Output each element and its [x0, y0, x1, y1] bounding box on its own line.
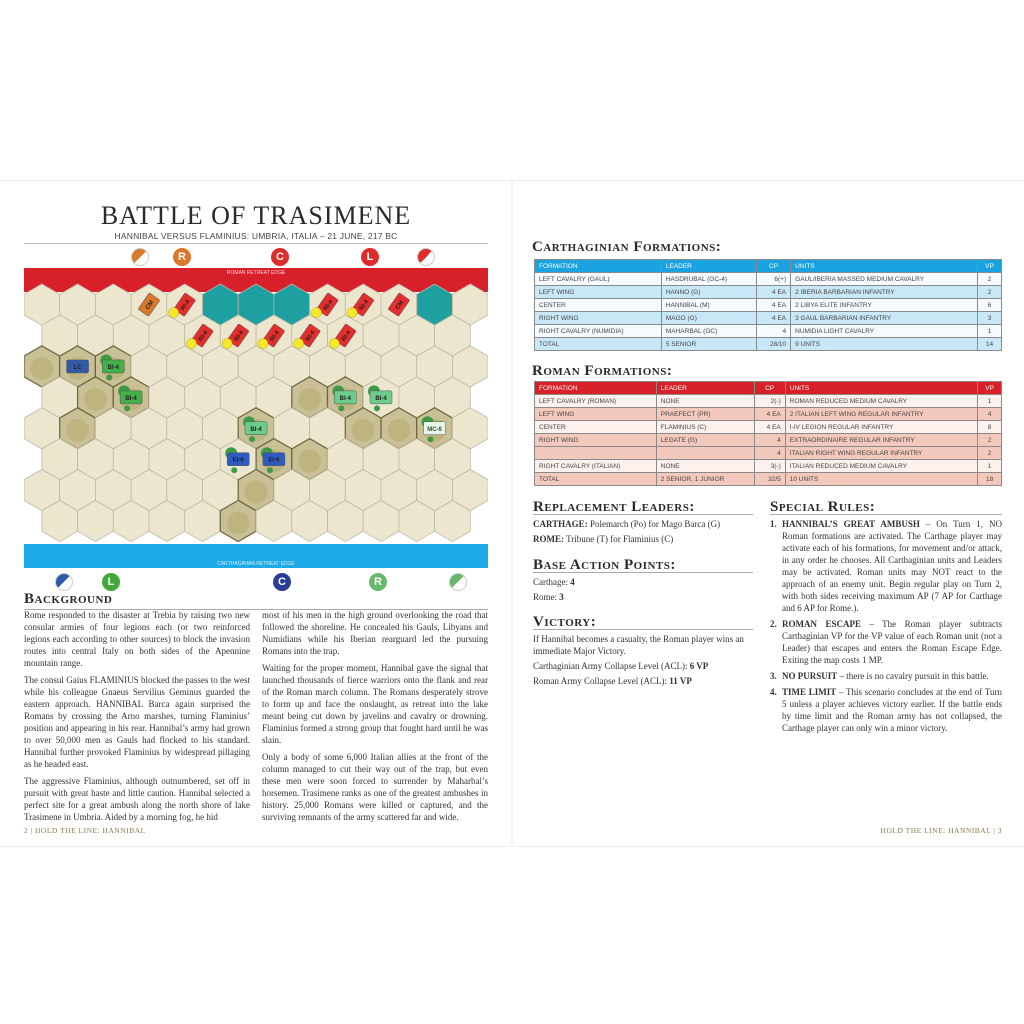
half-green-white-icon — [449, 573, 467, 591]
carthaginian-acl-value: 6 VP — [689, 661, 709, 671]
rule-number: 3. — [770, 671, 777, 681]
rome-ap-value: 3 — [559, 592, 564, 602]
counter-label: CM — [394, 299, 406, 312]
table-cell: 4 EA — [754, 421, 785, 434]
table-row — [535, 299, 1002, 312]
rule-title: TIME LIMIT — [782, 687, 837, 697]
left-page — [0, 181, 512, 846]
rule-title: NO PURSUIT — [782, 671, 838, 681]
table-cell: 28/10 — [756, 338, 790, 351]
special-rules-list — [770, 518, 1002, 734]
table-cell: 6 — [978, 299, 1002, 312]
victory-text: If Hannibal becomes a casualty, the Roman player wins an immediate Major Victory. — [533, 634, 744, 656]
base-action-points-section — [533, 559, 753, 606]
column-header: UNITS — [785, 382, 977, 395]
woods-icon — [106, 374, 112, 380]
woods-icon — [231, 467, 237, 473]
counter-label: BI-4 — [375, 395, 387, 402]
woods-icon — [338, 405, 344, 411]
table-cell: 14 — [978, 338, 1002, 351]
rule-number: 2. — [770, 619, 777, 629]
paragraph: Waiting for the proper moment, Hannibal gave the signal that launched thousands of fierce warriors onto the flank and rear of the Roman march column. The Romans desperately strove to form up and face the onslaught, as retreat into the lake meant being cut down by javelins and cavalry or drowning. Flaminius formed a strong group that fought hard until he was slain. — [262, 663, 488, 745]
carthage-replacement: Polemarch (Po) for Mago Barca (G) — [587, 519, 721, 529]
title-divider — [24, 243, 488, 244]
table-cell: PRAEFECT (PR) — [656, 408, 754, 421]
carthage-label: CARTHAGE: — [533, 519, 588, 529]
blue-c-icon: C — [273, 573, 291, 591]
victory-section — [533, 616, 753, 690]
page-gutter — [511, 180, 513, 845]
column-header: VP — [978, 382, 1002, 395]
table-cell: 3 GAUL BARBARIAN INFANTRY — [791, 312, 978, 325]
table-cell: ROMAN REDUCED MEDIUM CAVALRY — [785, 395, 977, 408]
table-cell: NONE — [656, 395, 754, 408]
rule-text: – On Turn 1, NO Roman formations are activated. The Carthage player may activate each of his formations, for movement and/or attack, in any order he chooses. All Carthaginian units and Leaders may be activated. Roman units may NOT react to the approach of an enemy unit. Begin regular play on Turn 2, with both sides receiving maximum AP (7 AP for Carthage and 6 AP for Rome.). — [782, 519, 1002, 613]
table-cell: 2 — [978, 434, 1002, 447]
table-row — [535, 312, 1002, 325]
half-red-white-icon — [417, 248, 435, 266]
column-header: FORMATION — [535, 260, 662, 273]
table-row — [535, 273, 1002, 286]
table-cell: 2 — [978, 286, 1002, 299]
table-cell: 8 — [978, 421, 1002, 434]
table-row — [535, 473, 1002, 486]
counter-label: RI-4 — [198, 330, 210, 343]
hill-shading — [66, 419, 89, 442]
special-rules-heading: Special Rules: — [770, 501, 1002, 515]
counter-label: RI-4 — [233, 330, 246, 343]
table-cell: LEGATE (G) — [656, 434, 754, 447]
hill-shading — [227, 512, 250, 535]
table-cell: 2 SENIOR, 1 JUNIOR — [656, 473, 754, 486]
victory-heading: Victory: — [533, 616, 753, 630]
scenario-title: BATTLE OF TRASIMENE — [100, 201, 412, 230]
counter-label: BI-4 — [125, 395, 137, 402]
table-cell: 4 — [978, 408, 1002, 421]
green-l-icon: L — [102, 573, 120, 591]
rule-text: – This scenario concludes at the end of Turn 5 unless a player achieves victory earlier. If the battle ends by time limit and the Roman army has not collapsed, the Carthage player can only win a minor victory. — [782, 687, 1002, 733]
table-cell: 4 EA — [756, 312, 790, 325]
paragraph: Only a body of some 6,000 Italian allies at the front of the column managed to cut their way out of the trap, but even these men were soon forced to surrender by Maharbal’s horsemen. Trasimene ranks as one of the greatest ambushes in history. 25,000 Romans were killed or captured, and the surviving remnants of the army scattered far and wide. — [262, 752, 488, 822]
table-cell: 4 EA — [754, 408, 785, 421]
table-cell: 2 LIBYA ELITE INFANTRY — [791, 299, 978, 312]
roman-formations-heading: Roman Formations: — [532, 363, 673, 379]
table-cell: NONE — [656, 460, 754, 473]
carthaginian-formations-heading: Carthaginian Formations: — [532, 239, 722, 255]
hill-shading — [245, 481, 268, 504]
table-cell: RIGHT CAVALRY (ITALIAN) — [535, 460, 657, 473]
carthaginian-formations-table — [534, 259, 1002, 351]
table-cell: 3 — [978, 312, 1002, 325]
counter-label: RI-4 — [305, 330, 317, 343]
hill-shading — [298, 450, 321, 473]
table-cell: 1 — [978, 325, 1002, 338]
right-page — [512, 181, 1024, 846]
page-folio-left: 2 | HOLD THE LINE: HANNIBAL — [24, 826, 146, 835]
half-orange-white-icon — [131, 248, 149, 266]
leader-marker-icon — [187, 339, 197, 349]
rule-title: ROMAN ESCAPE — [782, 619, 861, 629]
counter-label: EI-6 — [232, 457, 244, 464]
rule-number: 1. — [770, 519, 777, 529]
table-cell: 2 — [978, 447, 1002, 460]
leader-marker-icon — [329, 339, 339, 349]
leader-marker-icon — [294, 339, 304, 349]
orange-r-icon: R — [173, 248, 191, 266]
half-yellow-blue-icon — [55, 573, 73, 591]
counter-label: CM — [145, 299, 156, 312]
column-header: CP — [756, 260, 790, 273]
hill-shading — [352, 419, 375, 442]
table-cell: FLAMINIUS (C) — [656, 421, 754, 434]
background-column-2 — [262, 609, 488, 828]
column-header: VP — [978, 260, 1002, 273]
table-cell: HANNO (G) — [661, 286, 756, 299]
paragraph: The aggressive Flaminius, although outnumbered, set off in pursuit with great haste and little caution. Hannibal selected a perfect site for a great ambush along the north shore of lake Trasimene in Umbria. Aided by a morning fog, he hid — [24, 776, 250, 822]
table-cell: CENTER — [535, 299, 662, 312]
hill-shading — [388, 419, 411, 442]
table-row — [535, 325, 1002, 338]
table-row — [535, 460, 1002, 473]
roman-retreat-edge-label: ROMAN RETREAT EDGE — [226, 270, 286, 276]
rome-replacement: Tribune (T) for Flaminius (C) — [564, 534, 674, 544]
roman-acl-value: 11 VP — [669, 676, 692, 686]
counter-label: RI-4 — [358, 299, 371, 312]
table-cell: I-IV LEGION REGULAR INFANTRY — [785, 421, 977, 434]
table-cell: ITALIAN REDUCED MEDIUM CAVALRY — [785, 460, 977, 473]
table-cell: LEFT WING — [535, 286, 662, 299]
carthage-ap-value: 4 — [570, 577, 575, 587]
column-header: LEADER — [656, 382, 754, 395]
rome-ap-label: Rome: — [533, 592, 560, 602]
counter-label: LC — [73, 364, 82, 371]
column-header: FORMATION — [535, 382, 657, 395]
lightgreen-r-icon: R — [369, 573, 387, 591]
leader-marker-icon — [258, 339, 268, 349]
carthaginian-retreat-edge-label: CARTHAGINIAN RETREAT EDGE — [217, 561, 295, 567]
table-cell: 18 — [978, 473, 1002, 486]
special-rule-item — [770, 618, 1002, 666]
table-cell: 32/5 — [754, 473, 785, 486]
table-cell: 10 UNITS — [785, 473, 977, 486]
table-cell: GAUL/IBERIA MASSED MEDIUM CAVALRY — [791, 273, 978, 286]
table-cell: HASDRUBAL (GC-4) — [661, 273, 756, 286]
table-cell: 2 — [978, 273, 1002, 286]
table-cell: TOTAL — [535, 473, 657, 486]
table-cell: MAHARBAL (GC) — [661, 325, 756, 338]
table-cell: RIGHT WING — [535, 312, 662, 325]
special-rule-item — [770, 518, 1002, 614]
table-row — [535, 434, 1002, 447]
roman-acl-label: Roman Army Collapse Level (ACL): — [533, 676, 670, 686]
table-cell: 2(-) — [754, 395, 785, 408]
counter-label: RI-4 — [180, 299, 192, 312]
counter-label: EI-6 — [268, 457, 280, 464]
carthaginian-unit-counter[interactable] — [67, 360, 89, 373]
table-cell: 2 IBERIA BARBARIAN INFANTRY — [791, 286, 978, 299]
column-header: CP — [754, 382, 785, 395]
red-l-icon: L — [361, 248, 379, 266]
table-row — [535, 286, 1002, 299]
rule-title: HANNIBAL’S GREAT AMBUSH — [782, 519, 920, 529]
table-cell: 5 SENIOR — [661, 338, 756, 351]
rome-label: ROME: — [533, 534, 564, 544]
column-header: LEADER — [661, 260, 756, 273]
table-row — [535, 447, 1002, 460]
table-row — [535, 408, 1002, 421]
woods-icon — [428, 436, 434, 442]
hill-shading — [298, 388, 321, 411]
table-cell: LEFT WING — [535, 408, 657, 421]
paragraph: The consul Gaius FLAMINIUS blocked the passes to the west while his colleague Gnaeus Servilius Geminus guarded the eastern approach. HANNIBAL Barca again surprised the Romans by crossing the Arno marshes, turning Flaminius’ position and appearing in his rear. Hannibal’s army had grown to over 50,000 men as Gauls had flocked to his standard. Hannibal further provoked Flaminius by widespread pillaging as he headed east. — [24, 675, 250, 769]
woods-icon — [374, 405, 380, 411]
paragraph: most of his men in the high ground overlooking the road that followed the shoreline. He concealed his Gauls, Libyans and Numidians while his Iberian rearguard led the pursuing Romans into the trap. — [262, 610, 488, 656]
special-rules-section — [770, 501, 1002, 738]
table-cell: 1 — [978, 395, 1002, 408]
table-cell: 6(+) — [756, 273, 790, 286]
table-row — [535, 421, 1002, 434]
battle-map — [24, 268, 488, 568]
rule-text: – there is no cavalry pursuit in this battle. — [837, 671, 989, 681]
table-cell: LEFT CAVALRY (ROMAN) — [535, 395, 657, 408]
replacement-leaders-heading: Replacement Leaders: — [533, 501, 753, 515]
counter-label: BI-4 — [107, 364, 119, 371]
leader-marker-icon — [222, 339, 232, 349]
leader-marker-icon — [169, 308, 179, 318]
table-cell: 4 — [756, 325, 790, 338]
table-cell: 4 — [754, 447, 785, 460]
hex-map — [24, 268, 488, 568]
counter-label: RI-4 — [269, 330, 281, 343]
table-cell: 2 ITALIAN LEFT WING REGULAR INFANTRY — [785, 408, 977, 421]
table-cell: TOTAL — [535, 338, 662, 351]
replacement-leaders-section — [533, 501, 753, 548]
table-cell: LEFT CAVALRY (GAUL) — [535, 273, 662, 286]
table-cell: MAGO (G) — [661, 312, 756, 325]
table-cell: RIGHT WING — [535, 434, 657, 447]
rule-text: – The Roman player subtracts Carthaginian VP for the VP value of each Roman unit (not a Leader) that escapes and enters the Roman Escape Edge. Exiting the map costs 1 MP. — [782, 619, 1002, 665]
table-cell: 3(-) — [754, 460, 785, 473]
roman-formations-table — [534, 381, 1002, 486]
leader-marker-icon — [311, 308, 321, 318]
special-rule-item — [770, 670, 1002, 682]
woods-icon — [124, 405, 130, 411]
table-cell: NUMIDIA LIGHT CAVALRY — [791, 325, 978, 338]
counter-label: BI-4 — [339, 395, 351, 402]
table-row — [535, 338, 1002, 351]
hill-shading — [84, 388, 107, 411]
hill-shading — [31, 357, 54, 380]
carthaginian-acl-label: Carthaginian Army Collapse Level (ACL): — [533, 661, 690, 671]
base-action-points-heading: Base Action Points: — [533, 559, 753, 573]
background-heading: Background — [24, 591, 488, 610]
paragraph: Rome responded to the disaster at Trebia by raising two new consular armies of four legions each (or two reinforced legions each according to other sources) to block the invasion routes into central Italy on both sides of the Apennine mountain range. — [24, 610, 250, 668]
scenario-subtitle: HANNIBAL VERSUS FLAMINIUS: UMBRIA, ITALIA – 21 JUNE, 217 BC — [114, 231, 398, 241]
table-cell: HANNIBAL (M) — [661, 299, 756, 312]
counter-label: RI-4 — [340, 330, 353, 343]
special-rule-item — [770, 686, 1002, 734]
background-column-1 — [24, 609, 250, 828]
table-cell: 4 EA — [756, 299, 790, 312]
counter-label: RI-4 — [322, 299, 335, 312]
counter-label: MC-6 — [427, 426, 442, 433]
woods-icon — [249, 436, 255, 442]
table-cell: RIGHT CAVALRY (NUMIDIA) — [535, 325, 662, 338]
red-c-icon: C — [271, 248, 289, 266]
woods-icon — [267, 467, 273, 473]
column-header: UNITS — [791, 260, 978, 273]
table-cell: EXTRAORDINAIRE REGULAR INFANTRY — [785, 434, 977, 447]
table-cell: ITALIAN RIGHT WING REGULAR INFANTRY — [785, 447, 977, 460]
page-folio-right: HOLD THE LINE: HANNIBAL | 3 — [880, 826, 1002, 835]
table-cell: 9 UNITS — [791, 338, 978, 351]
table-cell: CENTER — [535, 421, 657, 434]
carthage-ap-label: Carthage: — [533, 577, 571, 587]
table-cell: 1 — [978, 460, 1002, 473]
table-cell: 4 EA — [756, 286, 790, 299]
counter-label: BI-4 — [250, 426, 262, 433]
table-cell — [656, 447, 754, 460]
table-row — [535, 395, 1002, 408]
rule-number: 4. — [770, 687, 777, 697]
leader-marker-icon — [347, 308, 357, 318]
table-cell: 4 — [754, 434, 785, 447]
table-cell — [535, 447, 657, 460]
